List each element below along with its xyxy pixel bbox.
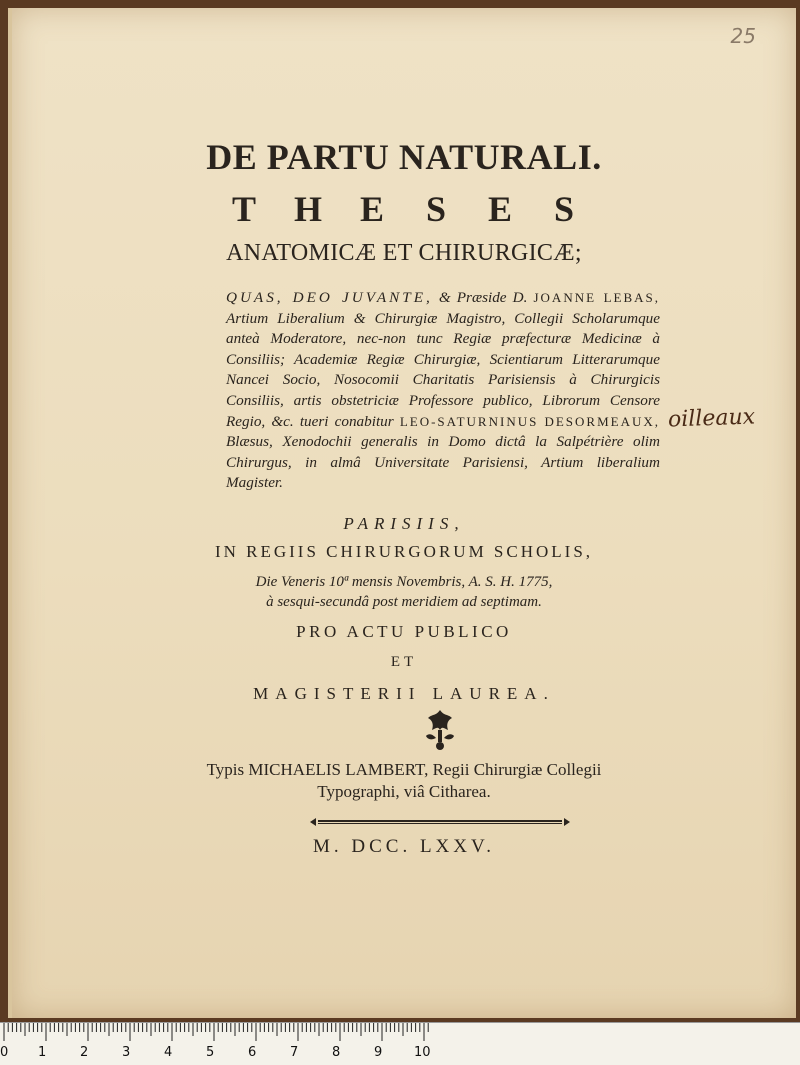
ruler-ticks xyxy=(0,1023,800,1043)
ruler-number: 8 xyxy=(332,1045,341,1060)
theses-letter: S xyxy=(553,189,575,229)
dedication-paragraph xyxy=(226,288,660,494)
pro-actu: PRO ACTU PUBLICO xyxy=(296,622,512,641)
place: PARISIIS, xyxy=(343,514,465,533)
year: M. DCC. LXXV. xyxy=(312,836,496,857)
ruler-number: 7 xyxy=(290,1045,299,1060)
measuring-ruler xyxy=(0,1022,800,1065)
magisterii: MAGISTERII LAUREA. xyxy=(253,684,555,703)
fleuron-ornament-icon xyxy=(422,708,458,752)
et: ET xyxy=(390,654,418,670)
page-number: 25 xyxy=(730,24,756,48)
ruler-number: 2 xyxy=(80,1045,89,1060)
title-theses xyxy=(12,188,796,230)
date-line-1: Die Veneris 10ª mensis Novembris, A. S. H. 1775, xyxy=(255,574,553,590)
ruler-number: 1 xyxy=(38,1045,47,1060)
theses-letter: T xyxy=(231,189,256,229)
ruler-number: 3 xyxy=(122,1045,131,1060)
body-text: Artium Liberalium & Chirurgiæ Magistro, Collegii Scholarumque anteà Moderatore, nec-non tunc Regiæ præfecturæ Medicinæ à Consiliis; Academiæ Regiæ Chirurgiæ, Scientiarum Litterarumque Nancei Socio, Nosocomii Charitatis Parisiensis à Chirurgicis Consiliis, artis obstetriciæ Professore publico, Librorum Censore Regio, &c. tueri conabitur xyxy=(226,309,660,430)
theses-letter: H xyxy=(293,189,322,229)
decorative-rule xyxy=(308,816,572,828)
ruler-number: 10 xyxy=(414,1045,431,1060)
printer-line-1: Typis MICHAELIS LAMBERT, Regii Chirurgiæ Collegii xyxy=(206,760,602,779)
body-text: Blæsus, Xenodochii generalis in Domo dictâ la Salpétrière olim Chirurgus, in almâ Universitate Parisiensi, Artium liberalium Magister. xyxy=(226,433,660,492)
ruler-number: 5 xyxy=(206,1045,215,1060)
praeses-name: JOANNE LEBAS, xyxy=(533,290,660,305)
title-subtitle: ANATOMICÆ ET CHIRURGICÆ; xyxy=(226,240,582,266)
ruler-number: 6 xyxy=(248,1045,257,1060)
title-main: DE PARTU NATURALI. xyxy=(206,137,602,177)
ruler-number: 4 xyxy=(164,1045,173,1060)
author-surname: DESORMEAUX, xyxy=(544,413,660,429)
ruler-number: 9 xyxy=(374,1045,383,1060)
schools: IN REGIIS CHIRURGORUM SCHOLIS, xyxy=(214,542,594,561)
handwritten-annotation: oilleaux xyxy=(667,404,756,433)
theses-letter: E xyxy=(487,189,512,229)
quas-deo: QUAS, DEO JUVANTE, xyxy=(226,289,433,306)
date-line-2: à sesqui-secundâ post meridiem ad septimam. xyxy=(266,594,542,610)
document-page xyxy=(8,8,796,1018)
theses-letter: E xyxy=(359,189,384,229)
theses-letter: S xyxy=(425,189,447,229)
author-name: LEO-SATURNINUS xyxy=(399,413,539,429)
printer-line-2: Typographi, viâ Citharea. xyxy=(317,782,491,801)
body-text: & Præside D. xyxy=(432,289,534,306)
ruler-number: 0 xyxy=(0,1045,9,1060)
